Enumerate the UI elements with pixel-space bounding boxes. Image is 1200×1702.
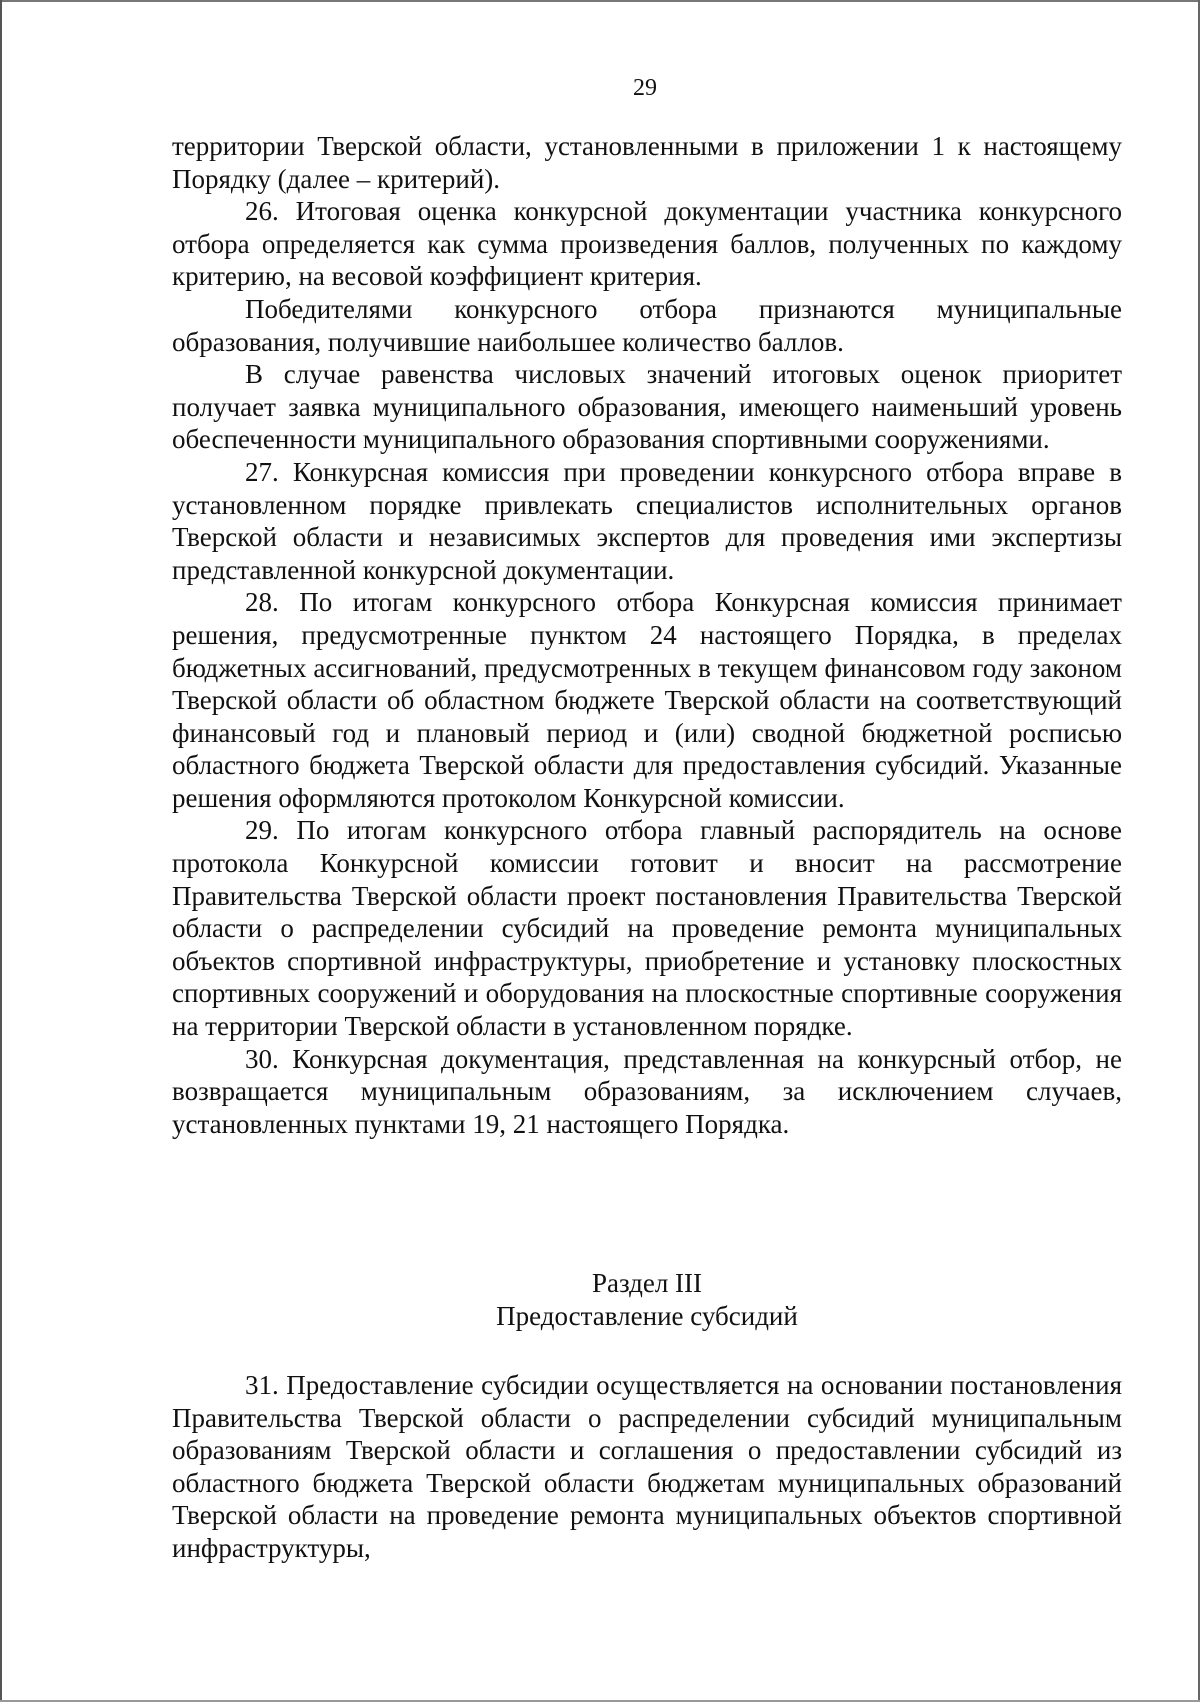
scan-edge-left: [0, 0, 2, 1702]
paragraph-26-tie: В случае равенства числовых значений итоговых оценок приоритет получает заявка муниципального образования, имеющего наименьший уровень обеспеченности муниципального образования спортивными сооружениями.: [172, 359, 1122, 455]
paragraph-continuation: территории Тверской области, установленными в приложении 1 к настоящему Порядку (далее – критерий).: [172, 131, 1122, 194]
document-body-section-3: [172, 1369, 1122, 1565]
section-title: Предоставление субсидий: [496, 1301, 798, 1331]
paragraph-31: 31. Предоставление субсидии осуществляется на основании постановления Правительства Тверской области о распределении субсидий муниципальным образованиям Тверской области и соглашения о предоставлении субсидий из областного бюджета Тверской области бюджетам муниципальных образований Тверской области на проведение ремонта муниципальных объектов спортивной инфраструктуры,: [172, 1370, 1122, 1563]
paragraph-27: 27. Конкурсная комиссия при проведении конкурсного отбора вправе в установленном порядке привлекать специалистов исполнительных органов Тверской области и независимых экспертов для проведения ими экспертизы представленной конкурсной документации.: [172, 456, 1122, 585]
document-body: [172, 130, 1122, 1140]
paragraph-26: 26. Итоговая оценка конкурсной документации участника конкурсного отбора определяется как сумма произведения баллов, полученных по каждому критерию, на весовой коэффициент критерия.: [172, 196, 1122, 292]
paragraph-28: 28. По итогам конкурсного отбора Конкурсная комиссия принимает решения, предусмотренные пунктом 24 настоящего Порядка, в пределах бюджетных ассигнований, предусмотренных в текущем финансовом году законом Тверской области об областном бюджете Тверской области на соответствующий финансовый год и плановый период и (или) сводной бюджетной росписью областного бюджета Тверской области для предоставления субсидий. Указанные решения оформляются протоколом Конкурсной комиссии.: [172, 587, 1122, 813]
section-number: Раздел III: [591, 1268, 703, 1298]
paragraph-26-winners: Победителями конкурсного отбора признаются муниципальные образования, получившие наибольшее количество баллов.: [172, 293, 1122, 357]
page-number: 29: [633, 75, 657, 101]
paragraph-29: 29. По итогам конкурсного отбора главный распорядитель на основе протокола Конкурсной комиссии готовит и вносит на рассмотрение Правительства Тверской области проект постановления Правительства Тверской области о распределении субсидий на проведение ремонта муниципальных объектов спортивной инфраструктуры, приобретение и установку плоскостных спортивных сооружений и оборудования на плоскостные спортивные сооружения на территории Тверской области в установленном порядке.: [172, 815, 1122, 1042]
paragraph-30: 30. Конкурсная документация, представленная на конкурсный отбор, не возвращается муниципальным образованиям, за исключением случаев, установленных пунктами 19, 21 настоящего Порядка.: [172, 1043, 1122, 1139]
section-heading: [172, 1267, 1122, 1333]
scan-edge-top: [0, 0, 1200, 2]
